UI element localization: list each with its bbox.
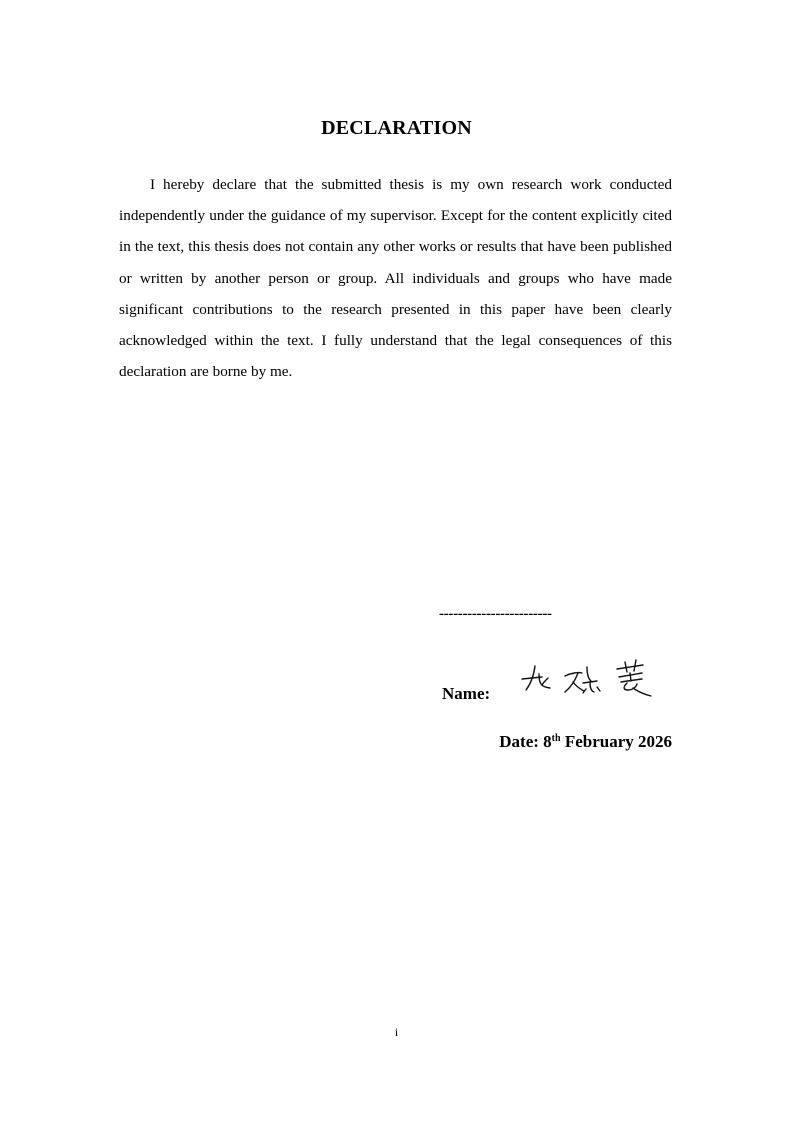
- date-line: [499, 730, 672, 754]
- date-label: Date: 8: [499, 732, 552, 751]
- declaration-paragraph: I hereby declare that the submitted thesis is my own research work conducted independently under the guidance of my supervisor. Except for the content explicitly cited in the text, this thesis does not contain any other works or results that have been published or written by another person or group. All individuals and groups who have made significant contributions to the research presented in this paper have been clearly acknowledged within the text. I fully understand that the legal consequences of this declaration are borne by me.: [119, 176, 672, 381]
- signature-line: ------------------------: [439, 606, 552, 622]
- page-number: i: [394, 1025, 399, 1039]
- page-title: DECLARATION: [321, 117, 472, 139]
- name-label: Name:: [442, 684, 491, 703]
- handwritten-signature: [515, 652, 665, 700]
- date-ordinal-suffix: th: [551, 733, 561, 744]
- date-month-year: February 2026: [560, 732, 672, 751]
